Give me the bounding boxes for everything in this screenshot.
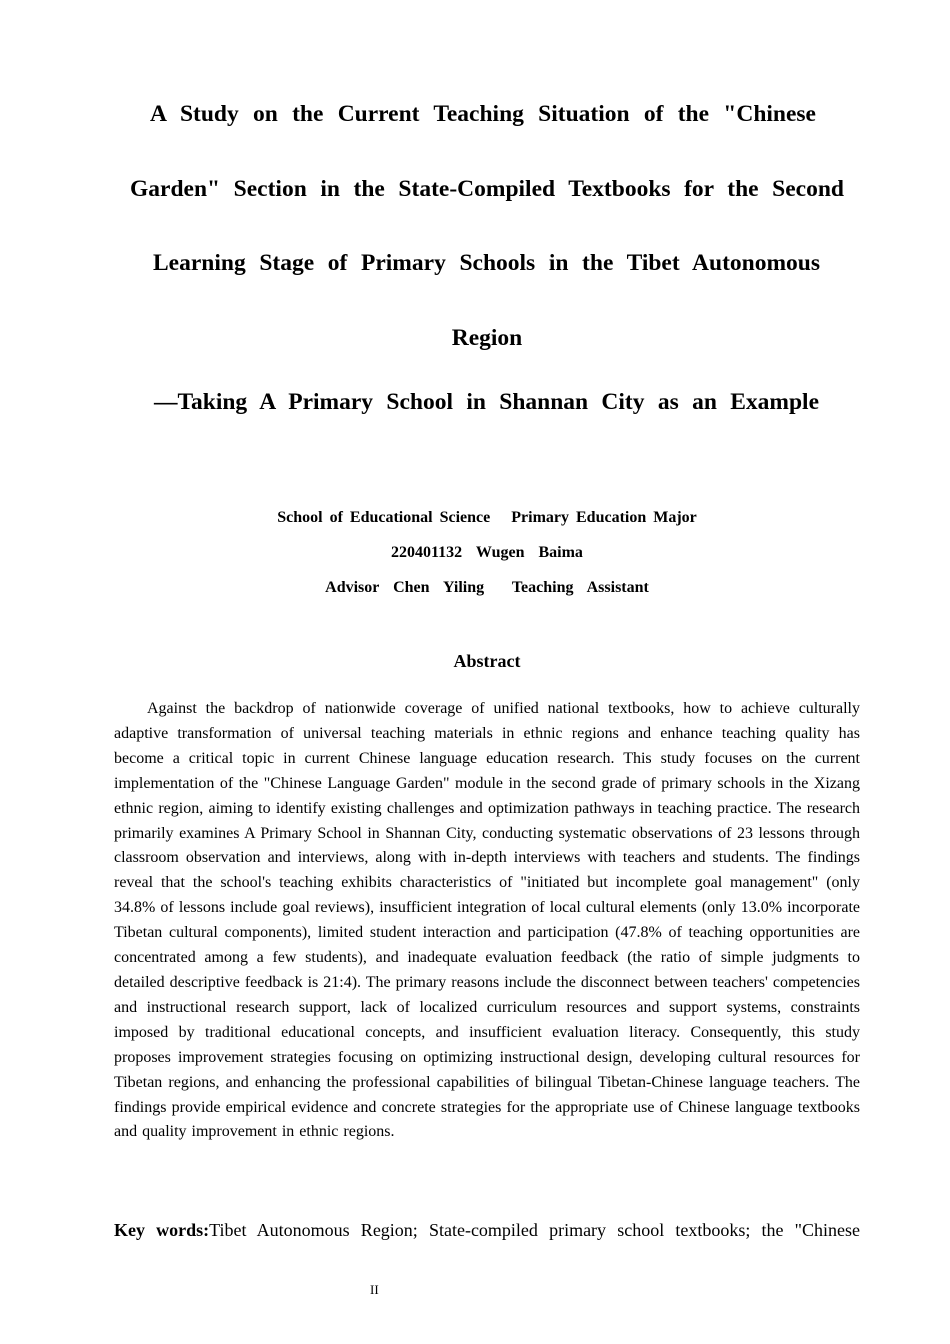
abstract-heading: Abstract	[453, 651, 521, 671]
title-line-2: Garden" Section in the State-Compiled Textbooks for the Second	[130, 176, 844, 202]
school-major: School of Educational Science Primary Education Major	[277, 509, 697, 526]
keywords-text: Tibet Autonomous Region; State-compiled primary school textbooks; the "Chinese	[209, 1220, 860, 1240]
page-number: II	[370, 1282, 379, 1297]
student-id-name: 220401132 Wugen Baima	[391, 544, 583, 561]
title-line-3: Learning Stage of Primary Schools in the Tibet Autonomous	[153, 250, 820, 276]
title-line-1: A Study on the Current Teaching Situation of the "Chinese	[150, 101, 816, 127]
subtitle: —Taking A Primary School in Shannan City as an Example	[154, 389, 819, 415]
title-line-4: Region	[451, 325, 523, 351]
keywords	[114, 1220, 860, 1241]
keywords-label: Key words:	[114, 1220, 210, 1240]
advisor: Advisor Chen Yiling Teaching Assistant	[325, 579, 649, 596]
abstract-text: Against the backdrop of nationwide coverage of unified national textbooks, how to achieve culturally adaptive transformation of universal teaching materials in ethnic regions and enhance teaching quality has become a critical topic in current Chinese language education research. This study focuses on the current implementation of the "Chinese Language Garden" module in the second grade of primary schools in the Xizang ethnic region, aiming to identify existing challenges and optimization pathways in teaching practice. The research primarily examines A Primary School in Shannan City, conducting systematic observations of 23 lessons through classroom observation and interviews, along with in-depth interviews with teachers and students. The findings reveal that the school's teaching exhibits characteristics of "initiated but incomplete goal management" (only 34.8% of lessons include goal reviews), insufficient integration of local cultural elements (only 13.0% incorporate Tibetan cultural components), limited student interaction and participation (47.8% of teaching opportunities are concentrated among a few students), and inadequate evaluation feedback (the ratio of simple judgments to detailed descriptive feedback is 21:4). The primary reasons include the disconnect between teachers' competencies and instructional research support, lack of localized curriculum resources and support systems, constraints imposed by traditional educational concepts, and insufficient evaluation literacy. Consequently, this study proposes improvement strategies focusing on optimizing instructional design, developing cultural resources for Tibetan regions, and enhancing the professional capabilities of bilingual Tibetan-Chinese language teachers. The findings provide empirical evidence and concrete strategies for the appropriate use of Chinese language textbooks and quality improvement in ethnic regions.	[114, 700, 860, 1141]
